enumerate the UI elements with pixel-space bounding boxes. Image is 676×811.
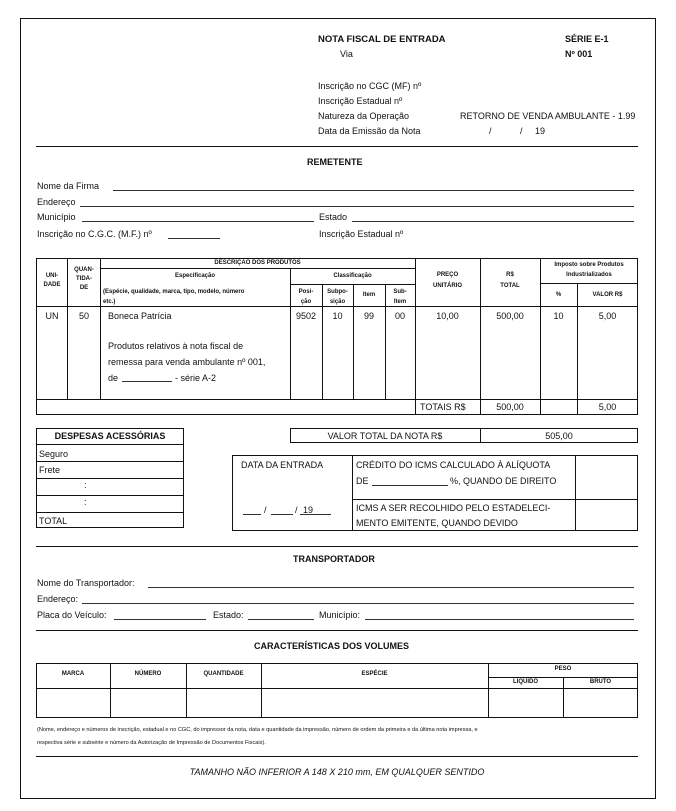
row-total: 500,00 — [496, 311, 524, 321]
transportador-endereco-field[interactable] — [82, 603, 634, 604]
total-header: R$ TOTAL — [500, 272, 520, 289]
numero-header: NÚMERO — [134, 671, 162, 677]
bruto-header: BRUTO — [589, 679, 612, 685]
despesas-line — [36, 495, 184, 496]
ipi-header: Imposto sobre Produtos Industrializados — [554, 262, 624, 278]
col-line — [577, 283, 578, 415]
municipio-label: Município — [37, 212, 76, 222]
despesas-total-label: TOTAL — [39, 516, 68, 526]
data-entrada-sep-1: / — [264, 505, 267, 515]
note-line-1: Produtos relativos à nota fiscal de — [108, 341, 244, 351]
placa-field[interactable] — [114, 619, 206, 620]
row-descricao: Boneca Patrícia — [108, 311, 172, 321]
frete-label: Frete — [39, 465, 61, 475]
volumes-header-line — [36, 688, 638, 689]
row-posicao: 9502 — [295, 311, 317, 321]
credito-line-2-end: %, QUANDO DE DIREITO — [450, 476, 557, 486]
data-entrada-label: DATA DA ENTRADA — [241, 460, 324, 470]
quantidade-header: QUAN- TIDA- DE — [74, 267, 94, 291]
transportador-estado-field[interactable] — [248, 619, 314, 620]
especie-header: ESPÉCIE — [361, 671, 388, 677]
placa-label: Placa do Veículo: — [37, 610, 107, 620]
divider — [36, 756, 638, 757]
nota-number: Nº 001 — [565, 49, 593, 59]
credito-divider-h — [352, 499, 638, 500]
data-entrada-month[interactable] — [271, 514, 293, 515]
valor-total-value: 505,00 — [545, 431, 573, 441]
row-preco: 10,00 — [436, 311, 459, 321]
divider — [36, 630, 638, 631]
footer-text: TAMANHO NÃO INFERIOR A 148 X 210 mm, EM QUALQUER SENTIDO — [189, 767, 485, 777]
classificacao-header: Classificação — [333, 273, 372, 279]
municipio-field[interactable] — [82, 221, 314, 222]
liquido-header: LÍQUIDO — [513, 679, 538, 685]
totais-ipi: 5,00 — [598, 402, 617, 412]
transportador-endereco-label: Endereço: — [37, 594, 79, 604]
footnote-line-1: (Nome, endereço e números de inscrição, estadual e no CGC, do impressor da nota, data e quantidade da impressão, número de ordem da primeira e da última nota impressa, e — [37, 727, 478, 733]
transportador-estado-label: Estado: — [213, 610, 244, 620]
credito-divider — [575, 455, 576, 531]
data-entrada-year-line — [300, 514, 331, 515]
note-line-3-start: de — [108, 373, 119, 383]
estadual-label: Inscrição Estadual nº — [318, 96, 403, 106]
row-subitem: 00 — [394, 311, 405, 321]
volumes-title: CARACTERÍSTICAS DOS VOLUMES — [254, 641, 410, 651]
peso-header: PESO — [554, 666, 572, 672]
row-subposicao: 10 — [332, 311, 343, 321]
data-entrada-sep-2: / — [295, 505, 298, 515]
remetente-title: REMETENTE — [307, 157, 363, 167]
estado-label: Estado — [319, 212, 348, 222]
subitem-header: Sub- Item — [393, 289, 407, 305]
item-header: Item — [362, 292, 376, 298]
credito-line-2-start: DE — [356, 476, 369, 486]
posicao-header: Posi- ção — [298, 289, 314, 305]
despesas-blank-2: : — [84, 497, 87, 507]
icms-line-1: ICMS A SER RECOLHIDO PELO ESTADELECI- — [356, 503, 551, 513]
icms-line-2: MENTO EMITENTE, QUANDO DEVIDO — [356, 518, 518, 528]
estado-field[interactable] — [352, 221, 634, 222]
row-unidade: UN — [45, 311, 59, 321]
descricao-header: DESCRIÇÃO DOS PRODUTOS — [214, 260, 301, 266]
col-line — [353, 284, 354, 399]
endereco-field[interactable] — [80, 206, 634, 207]
despesas-line — [36, 478, 184, 479]
natureza-value: RETORNO DE VENDA AMBULANTE - 1.99 — [460, 111, 636, 121]
estadual-remetente-label: Inscrição Estadual nº — [319, 229, 404, 239]
ipi-percent-header: % — [555, 292, 562, 298]
natureza-label: Natureza da Operação — [318, 111, 410, 121]
transportador-nome-label: Nome do Transportador: — [37, 578, 135, 588]
products-table — [36, 258, 638, 415]
totais-label: TOTAIS R$ — [420, 402, 466, 412]
col-line — [540, 258, 541, 415]
despesas-blank-1: : — [84, 480, 87, 490]
transportador-municipio-label: Município: — [319, 610, 361, 620]
especificacao-detail: (Espécie, qualidade, marca, tipo, modelo, número etc.) — [103, 289, 245, 305]
cgc-mf-label: Inscrição no CGC (MF) nº — [318, 81, 422, 91]
emissao-sep-2: / — [520, 126, 523, 136]
divider — [36, 546, 638, 547]
data-entrada-divider — [352, 455, 353, 531]
note-line-3-end: - série A-2 — [175, 373, 217, 383]
subposicao-header: Subpo- sição — [327, 289, 348, 305]
seguro-label: Seguro — [39, 449, 69, 459]
ipi-header-line — [540, 283, 638, 284]
note-line-2: remessa para venda ambulante nº 001, — [108, 357, 266, 367]
despesas-line — [36, 461, 184, 462]
serie-label: SÉRIE E-1 — [565, 34, 609, 44]
nome-firma-field[interactable] — [113, 190, 634, 191]
form-title: NOTA FISCAL DE ENTRADA — [318, 34, 446, 45]
despesas-line — [36, 444, 184, 445]
totais-total: 500,00 — [496, 402, 524, 412]
row-ipi-percent: 10 — [553, 311, 564, 321]
emissao-sep-1: / — [489, 126, 492, 136]
cgc-label: Inscrição no C.G.C. (M.F.) nº — [37, 229, 152, 239]
nome-firma-label: Nome da Firma — [37, 181, 100, 191]
row-quantidade: 50 — [78, 311, 89, 321]
note-date-field[interactable] — [122, 381, 172, 382]
ipi-valor-header: VALOR R$ — [592, 292, 623, 298]
endereco-label: Endereço — [37, 197, 76, 207]
via-label: Via — [340, 49, 353, 59]
footnote-line-2: respectiva série e subsérie e número da Autorização de Impressão de Documentos Fiscais). — [37, 740, 266, 746]
unidade-header: UNI- DADE — [43, 273, 61, 288]
credito-aliquota-field[interactable] — [372, 485, 448, 486]
data-entrada-day[interactable] — [243, 514, 261, 515]
emissao-year: 19 — [535, 126, 546, 136]
credito-line-1: CRÉDITO DO ICMS CALCULADO À ALÍQUOTA — [356, 460, 551, 470]
data-entrada-year: 19 — [303, 505, 314, 515]
emissao-label: Data da Emissão da Nota — [318, 126, 421, 136]
preco-header: PREÇO UNITÁRIO — [433, 272, 462, 289]
despesas-line — [36, 512, 184, 513]
especificacao-header: Especificação — [174, 273, 216, 279]
despesas-title: DESPESAS ACESSÓRIAS — [54, 431, 166, 441]
col-line — [100, 258, 101, 399]
transportador-nome-field[interactable] — [148, 587, 634, 588]
transportador-municipio-field[interactable] — [365, 619, 634, 620]
valor-total-label: VALOR TOTAL DA NOTA R$ — [327, 431, 443, 441]
totais-line — [36, 399, 638, 400]
row-ipi-valor: 5,00 — [598, 311, 617, 321]
cgc-field[interactable] — [168, 238, 220, 239]
row-item: 99 — [363, 311, 374, 321]
marca-header: MARCA — [61, 671, 85, 677]
divider — [36, 146, 638, 147]
transportador-title: TRANSPORTADOR — [293, 554, 375, 564]
quantidade-vol-header: QUANTIDADE — [203, 671, 244, 677]
desc-header-line — [100, 268, 415, 269]
